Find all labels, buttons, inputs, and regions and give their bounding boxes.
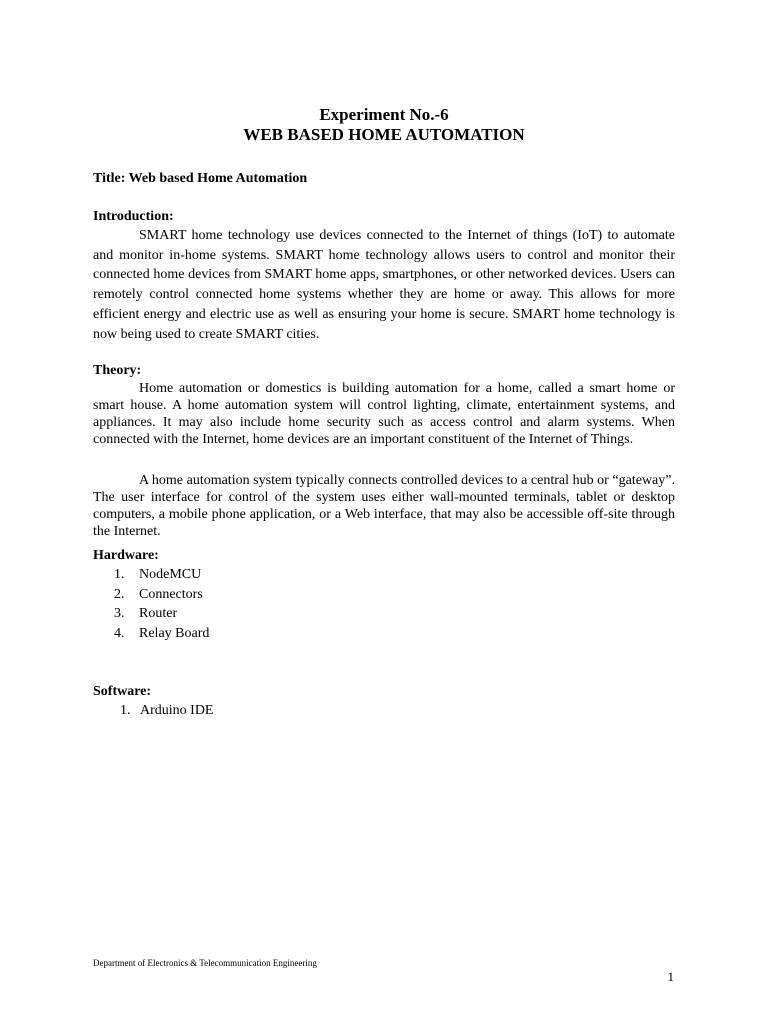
list-item (114, 585, 209, 605)
software-list (114, 701, 214, 721)
theory-paragraph-1: Home automation or domestics is building automation for a home, called a smart home or smart house. A home automation system will control lighting, climate, entertainment systems, and appliances. It may also include home security such as access control and alarm systems. When connected with the Internet, home devices are an important constituent of the Internet of Things. (93, 381, 675, 447)
list-text: Connectors (139, 586, 203, 602)
introduction-heading: Introduction: (93, 209, 174, 224)
page-number: 1 (667, 969, 674, 984)
list-number: 2. (114, 586, 125, 602)
list-text: NodeMCU (139, 567, 202, 582)
software-heading: Software: (93, 684, 152, 699)
list-number: 1. (120, 703, 131, 718)
theory-paragraph-2: A home automation system typically connects controlled devices to a central hub or “gateway”. The user interface for control of the system uses either wall-mounted terminals, tablet or desktop computers, a mobile phone application, or a Web interface, that may also be accessible off-site through the Internet. (93, 473, 675, 539)
list-number: 4. (114, 625, 125, 641)
list-item (114, 565, 209, 585)
document-title: WEB BASED HOME AUTOMATION (243, 125, 525, 144)
list-text: Relay Board (139, 625, 210, 641)
experiment-number: Experiment No.-6 (319, 105, 449, 124)
list-number: 3. (114, 606, 125, 621)
theory-heading: Theory: (93, 363, 142, 378)
list-item (114, 701, 214, 721)
list-item (114, 604, 209, 624)
hardware-list (114, 565, 209, 643)
list-text: Arduino IDE (140, 703, 214, 718)
list-number: 1. (114, 567, 125, 582)
list-text: Router (139, 606, 178, 621)
footer-department: Department of Electronics & Telecommunication Engineering (93, 958, 317, 968)
list-item (114, 624, 209, 644)
introduction-paragraph: SMART home technology use devices connected to the Internet of things (IoT) to automate and monitor in-home systems. SMART home technology allows users to control and monitor their connected home devices from SMART home apps, smartphones, or other networked devices. Users can remotely control connected home systems whether they are home or away. This allows for more efficient energy and electric use as well as ensuring your home is secure. SMART home technology is now being used to create SMART cities. (93, 228, 675, 342)
title-line: Title: Web based Home Automation (93, 171, 308, 186)
hardware-heading: Hardware: (93, 548, 159, 563)
